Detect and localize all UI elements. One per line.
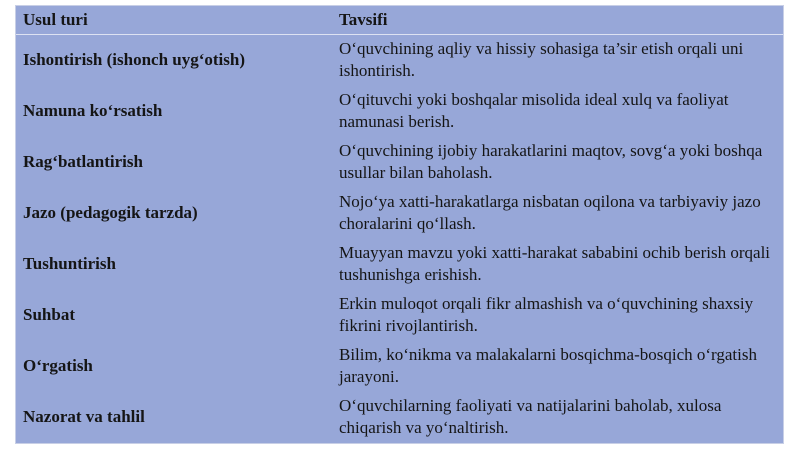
table-row: [16, 86, 783, 137]
header-method: Usul turi: [23, 10, 88, 29]
methods-table: [16, 6, 783, 443]
header-description: Tavsifi: [339, 10, 388, 29]
table-row: [16, 239, 783, 290]
table-row: [16, 188, 783, 239]
description-cell: Bilim, ko‘nikma va malakalarni bosqichma-bosqich o‘rgatish jarayoni.: [339, 345, 757, 387]
method-cell: Suhbat: [23, 305, 75, 325]
description-cell: Nojo‘ya xatti-harakatlarga nisbatan oqilona va tarbiyaviy jazo choralarini qo‘llash.: [339, 192, 761, 234]
description-cell: O‘quvchining ijobiy harakatlarini maqtov, sovg‘a yoki boshqa usullar bilan baholash.: [339, 141, 763, 183]
description-cell: Erkin muloqot orqali fikr almashish va o‘quvchining shaxsiy fikrini rivojlantirish.: [339, 294, 754, 336]
method-cell: Tushuntirish: [23, 254, 116, 274]
table-row: [16, 392, 783, 443]
method-cell: Namuna ko‘rsatish: [23, 101, 163, 121]
method-cell: O‘rgatish: [23, 356, 93, 376]
table-row: [16, 137, 783, 188]
method-cell: Nazorat va tahlil: [23, 407, 145, 427]
description-cell: O‘quvchining aqliy va hissiy sohasiga ta’sir etish orqali uni ishontirish.: [333, 35, 783, 86]
description-cell: O‘quvchilarning faoliyati va natijalarini baholab, xulosa chiqarish va yo‘naltirish.: [339, 396, 722, 438]
table-row: [16, 290, 783, 341]
methods-table-frame: [15, 5, 784, 444]
table-row: [16, 341, 783, 392]
header-row: [16, 6, 783, 35]
table-header: [16, 6, 783, 35]
table-row: [16, 35, 783, 86]
table-body: [16, 35, 783, 444]
method-cell: Jazo (pedagogik tarzda): [23, 203, 198, 223]
method-cell: Ishontirish (ishonch uyg‘otish): [16, 35, 333, 86]
description-cell: O‘qituvchi yoki boshqalar misolida ideal xulq va faoliyat namunasi berish.: [339, 90, 729, 132]
description-cell: Muayyan mavzu yoki xatti-harakat sababini ochib berish orqali tushunishga erishish.: [339, 243, 771, 285]
method-cell: Rag‘batlantirish: [23, 152, 143, 172]
